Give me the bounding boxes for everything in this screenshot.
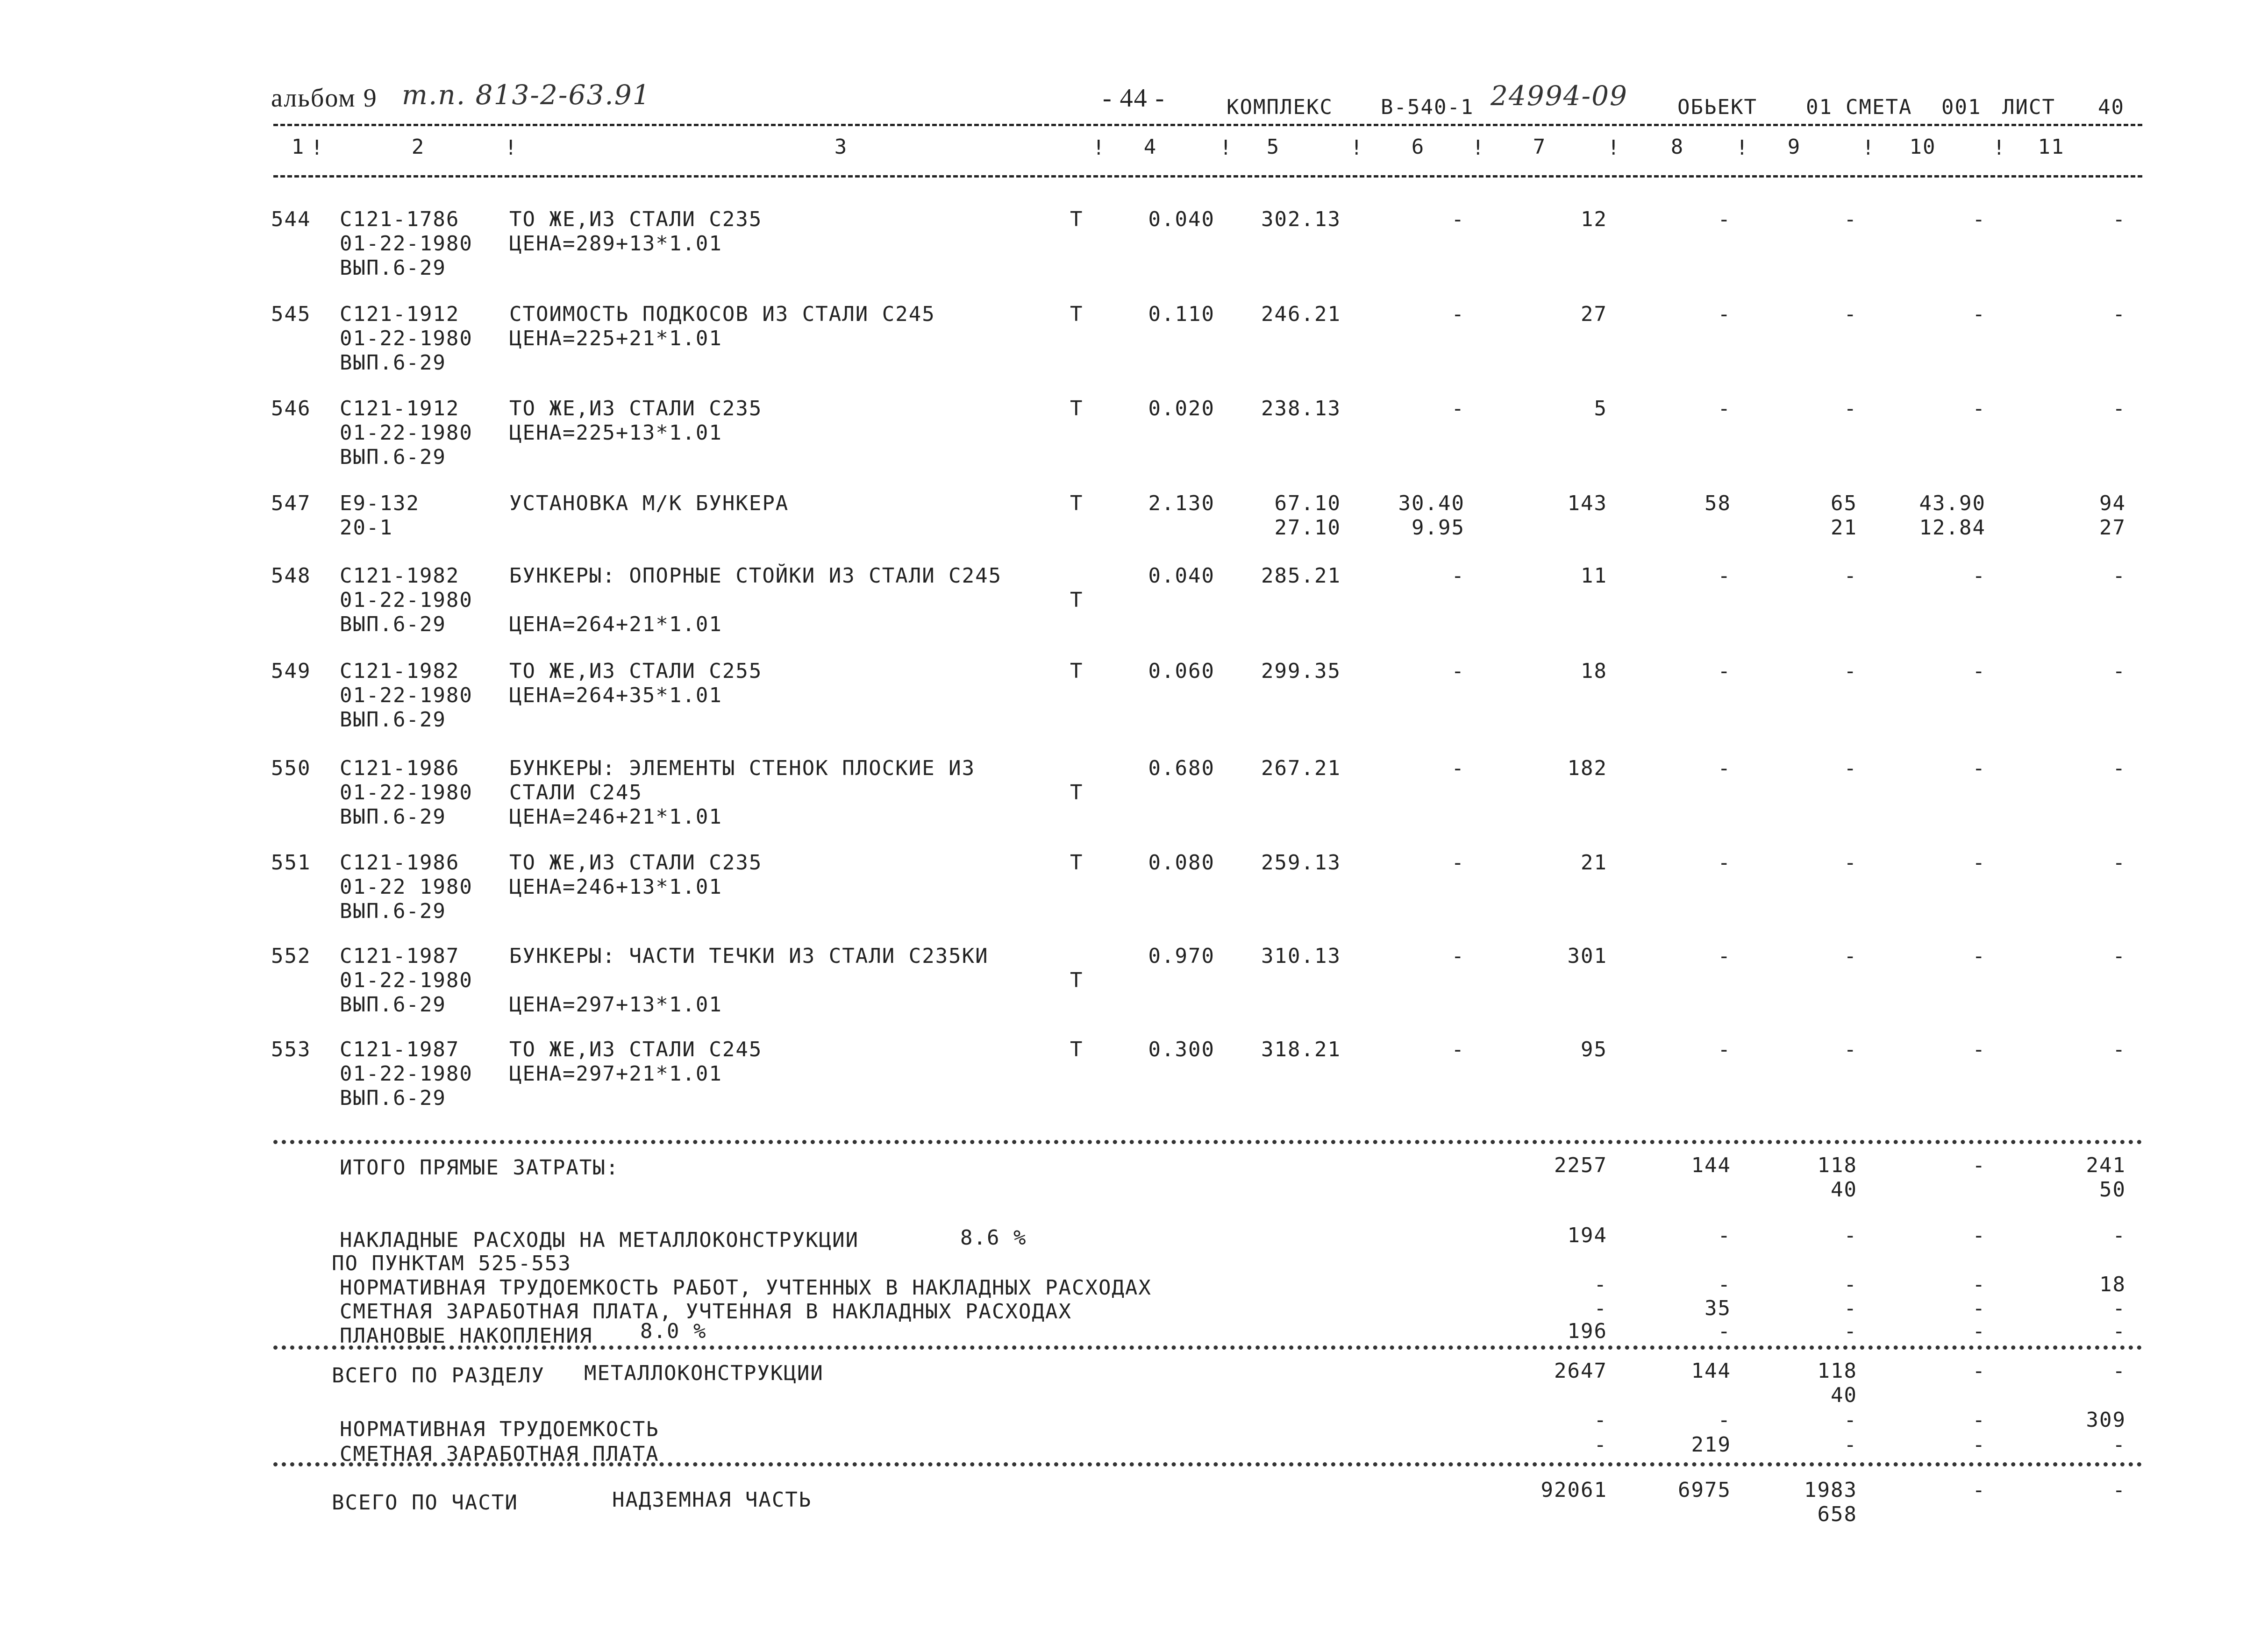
col8-value: - (1718, 1038, 1731, 1061)
rate-code: С121-1986 (340, 851, 460, 875)
quantity: 0.300 (1148, 1038, 1215, 1061)
work-description: ЦЕНА=297+21*1.01 (509, 1062, 722, 1086)
summary-c9: 658 (1817, 1502, 1857, 1526)
rate-code: С121-1982 (340, 659, 460, 683)
work-description: ЦЕНА=225+13*1.01 (509, 421, 722, 445)
col8-value: - (1718, 302, 1731, 326)
work-description: ЦЕНА=225+21*1.01 (509, 327, 722, 350)
part-total-name: НАДЗЕМНАЯ ЧАСТЬ (612, 1488, 812, 1512)
quantity: 0.060 (1148, 659, 1215, 683)
col10-value: - (1972, 207, 1986, 231)
col8-value: - (1718, 397, 1731, 420)
column-separator: ! (1472, 136, 1485, 160)
unit: Т (1070, 207, 1084, 231)
col6-value: - (1451, 851, 1465, 875)
page-number: - 44 - (1103, 84, 1165, 113)
summary-c7: 194 (1567, 1224, 1607, 1247)
col6-value: - (1451, 302, 1465, 326)
rate-code: С121-1786 (340, 207, 460, 231)
summary-c9: - (1844, 1433, 1857, 1457)
column-header-4: 4 (1143, 135, 1157, 159)
column-header-7: 7 (1533, 135, 1547, 159)
work-description: СТОИМОСТЬ ПОДКОСОВ ИЗ СТАЛИ С245 (509, 302, 935, 326)
object-number: 01 (1806, 95, 1833, 119)
column-header-9: 9 (1787, 135, 1801, 159)
col11-value: 27 (2099, 516, 2126, 540)
summary-c11: - (2112, 1319, 2126, 1343)
row-number: 553 (271, 1038, 311, 1061)
unit: Т (1070, 851, 1084, 875)
sheet-number: 40 (2098, 95, 2125, 119)
sheet-label: ЛИСТ (2002, 95, 2055, 119)
rate-code: 01-22-1980 (340, 1062, 473, 1086)
col10-value: 43.90 (1919, 491, 1986, 515)
summary-c8: 219 (1691, 1433, 1731, 1457)
unit-price: 310.13 (1261, 944, 1341, 968)
unit-price: 27.10 (1274, 516, 1341, 540)
unit: Т (1070, 781, 1084, 804)
quantity: 0.970 (1148, 944, 1215, 968)
column-separator: ! (1092, 136, 1106, 160)
estimate-label: СМЕТА (1846, 95, 1912, 119)
wage-overhead-label: СМЕТНАЯ ЗАРАБОТНАЯ ПЛАТА, УЧТЕННАЯ В НАКЛАДНЫХ РАСХОДАХ (340, 1300, 1072, 1324)
summary-c10: - (1972, 1478, 1986, 1502)
summary-c11: - (2112, 1359, 2126, 1383)
unit-price: 67.10 (1274, 491, 1341, 515)
unit: Т (1070, 397, 1084, 420)
unit-price: 302.13 (1261, 207, 1341, 231)
unit: Т (1070, 302, 1084, 326)
col9-value: - (1844, 397, 1857, 420)
quantity: 0.080 (1148, 851, 1215, 875)
overhead-rate: 8.6 % (960, 1226, 1027, 1250)
col9-value: - (1844, 851, 1857, 875)
summary-c11: - (2112, 1433, 2126, 1457)
summary-c10: - (1972, 1153, 1986, 1177)
complex-code: В-540-1 (1381, 95, 1474, 119)
col11-value: - (2112, 564, 2126, 588)
col9-value: - (1844, 659, 1857, 683)
planned-savings-label: ПЛАНОВЫЕ НАКОПЛЕНИЯ (340, 1324, 593, 1348)
col6-value: 9.95 (1412, 516, 1465, 540)
rate-code: 01-22 1980 (340, 875, 473, 899)
labor-norm-label: НОРМАТИВНАЯ ТРУДОЕМКОСТЬ (340, 1417, 659, 1441)
column-separator: ! (1220, 136, 1233, 160)
summary-c9: - (1844, 1224, 1857, 1247)
column-header-1: 1 (291, 135, 305, 159)
col11-value: - (2112, 207, 2126, 231)
quantity: 0.680 (1148, 756, 1215, 780)
col6-value: - (1451, 207, 1465, 231)
col7-cost: 12 (1581, 207, 1607, 231)
summary-c7: - (1594, 1433, 1607, 1457)
col9-value: - (1844, 207, 1857, 231)
col10-value: - (1972, 1038, 1986, 1061)
work-description: БУНКЕРЫ: ЧАСТИ ТЕЧКИ ИЗ СТАЛИ С235КИ (509, 944, 989, 968)
album-label: альбом 9 (271, 84, 378, 113)
column-header-6: 6 (1411, 135, 1425, 159)
col10-value: - (1972, 397, 1986, 420)
rate-code: 01-22-1980 (340, 327, 473, 350)
col9-value: - (1844, 944, 1857, 968)
col6-value: 30.40 (1398, 491, 1465, 515)
col7-cost: 21 (1581, 851, 1607, 875)
summary-c10: - (1972, 1319, 1986, 1343)
work-description: ТО ЖЕ,ИЗ СТАЛИ С235 (509, 397, 763, 420)
rate-code: С121-1982 (340, 564, 460, 588)
dotted-separator (273, 1462, 2142, 1466)
column-separator: ! (505, 136, 518, 160)
quantity: 0.040 (1148, 564, 1215, 588)
estimate-number: 001 (1941, 95, 1982, 119)
summary-c7: 2647 (1554, 1359, 1607, 1383)
work-description: ТО ЖЕ,ИЗ СТАЛИ С235 (509, 851, 763, 875)
summary-c11: - (2112, 1224, 2126, 1247)
unit: Т (1070, 491, 1084, 515)
rate-code: ВЫП.6-29 (340, 445, 446, 469)
work-description: ТО ЖЕ,ИЗ СТАЛИ С245 (509, 1038, 763, 1061)
quantity: 0.040 (1148, 207, 1215, 231)
col8-value: - (1718, 207, 1731, 231)
col10-value: - (1972, 851, 1986, 875)
row-number: 551 (271, 851, 311, 875)
col10-value: - (1972, 944, 1986, 968)
summary-c11: 18 (2099, 1273, 2126, 1296)
col11-value: - (2112, 397, 2126, 420)
work-description: ЦЕНА=246+21*1.01 (509, 805, 722, 829)
summary-c7: - (1594, 1273, 1607, 1296)
col11-value: - (2112, 944, 2126, 968)
summary-c9: 118 (1817, 1153, 1857, 1177)
rate-code: 01-22-1980 (340, 232, 473, 256)
col11-value: - (2112, 1038, 2126, 1061)
summary-c7: 2257 (1554, 1153, 1607, 1177)
col10-value: - (1972, 302, 1986, 326)
summary-c8: - (1718, 1273, 1731, 1296)
section-total-name: МЕТАЛЛОКОНСТРУКЦИИ (584, 1361, 824, 1385)
col9-value: - (1844, 756, 1857, 780)
column-separator: ! (1350, 136, 1364, 160)
work-description: СТАЛИ С245 (509, 781, 642, 804)
rate-code: ВЫП.6-29 (340, 805, 446, 829)
labor-overhead-label: НОРМАТИВНАЯ ТРУДОЕМКОСТЬ РАБОТ, УЧТЕННЫХ В НАКЛАДНЫХ РАСХОДАХ (340, 1276, 1152, 1300)
rate-code: С121-1987 (340, 944, 460, 968)
summary-c10: - (1972, 1408, 1986, 1432)
col7-cost: 18 (1581, 659, 1607, 683)
unit-price: 259.13 (1261, 851, 1341, 875)
work-description: БУНКЕРЫ: ЭЛЕМЕНТЫ СТЕНОК ПЛОСКИЕ ИЗ (509, 756, 976, 780)
summary-c11: 50 (2099, 1178, 2126, 1202)
col8-value: - (1718, 851, 1731, 875)
rate-code: 01-22-1980 (340, 421, 473, 445)
col8-value: - (1718, 564, 1731, 588)
rate-code: ВЫП.6-29 (340, 899, 446, 923)
rate-code: 01-22-1980 (340, 588, 473, 612)
summary-c8: 35 (1705, 1296, 1731, 1320)
column-header-5: 5 (1266, 135, 1280, 159)
work-description: ТО ЖЕ,ИЗ СТАЛИ С255 (509, 659, 763, 683)
rate-code: Е9-132 (340, 491, 420, 515)
row-number: 546 (271, 397, 311, 420)
summary-c9: 118 (1817, 1359, 1857, 1383)
col10-value: - (1972, 756, 1986, 780)
rate-code: 01-22-1980 (340, 968, 473, 992)
unit-price: 299.35 (1261, 659, 1341, 683)
quantity: 0.020 (1148, 397, 1215, 420)
items-range: ПО ПУНКТАМ 525-553 (332, 1252, 571, 1275)
column-separator: ! (1736, 136, 1749, 160)
summary-c8: 144 (1691, 1153, 1731, 1177)
column-separator: ! (1993, 136, 2006, 160)
col7-cost: 5 (1594, 397, 1607, 420)
project-number: т.п. 813-2-63.91 (402, 79, 651, 111)
quantity: 2.130 (1148, 491, 1215, 515)
header-rule-bottom (273, 175, 2142, 178)
part-total-label: ВСЕГО ПО ЧАСТИ (332, 1491, 518, 1515)
summary-c7: - (1594, 1296, 1607, 1320)
col7-cost: 95 (1581, 1038, 1607, 1061)
column-separator: ! (1607, 136, 1621, 160)
work-description: ЦЕНА=264+21*1.01 (509, 612, 722, 636)
column-separator: ! (311, 136, 324, 160)
summary-c10: - (1972, 1296, 1986, 1320)
overhead-label: НАКЛАДНЫЕ РАСХОДЫ НА МЕТАЛЛОКОНСТРУКЦИИ (340, 1228, 859, 1252)
row-number: 547 (271, 491, 311, 515)
complex-label: КОМПЛЕКС (1227, 95, 1333, 119)
col7-cost: 301 (1567, 944, 1607, 968)
planned-savings-rate: 8.0 % (640, 1319, 707, 1343)
column-header-11: 11 (2038, 135, 2065, 159)
unit: Т (1070, 659, 1084, 683)
unit-price: 318.21 (1261, 1038, 1341, 1061)
summary-c8: - (1718, 1319, 1731, 1343)
row-number: 550 (271, 756, 311, 780)
col6-value: - (1451, 756, 1465, 780)
rate-code: ВЫП.6-29 (340, 708, 446, 732)
col7-cost: 143 (1567, 491, 1607, 515)
quantity: 0.110 (1148, 302, 1215, 326)
rate-code: 01-22-1980 (340, 683, 473, 707)
rate-code: 01-22-1980 (340, 781, 473, 804)
row-number: 549 (271, 659, 311, 683)
summary-c10: - (1972, 1273, 1986, 1296)
column-header-2: 2 (411, 135, 425, 159)
col7-cost: 182 (1567, 756, 1607, 780)
summary-c11: 309 (2086, 1408, 2126, 1432)
wage-label: СМЕТНАЯ ЗАРАБОТНАЯ ПЛАТА (340, 1442, 659, 1466)
row-number: 544 (271, 207, 311, 231)
work-description: ЦЕНА=289+13*1.01 (509, 232, 722, 256)
unit-price: 238.13 (1261, 397, 1341, 420)
unit: Т (1070, 968, 1084, 992)
col11-value: 94 (2099, 491, 2126, 515)
summary-c10: - (1972, 1359, 1986, 1383)
header-rule-top (273, 124, 2142, 126)
direct-costs-label: ИТОГО ПРЯМЫЕ ЗАТРАТЫ: (340, 1156, 620, 1180)
work-description: ЦЕНА=246+13*1.01 (509, 875, 722, 899)
summary-c8: 144 (1691, 1359, 1731, 1383)
col6-value: - (1451, 1038, 1465, 1061)
work-description: ТО ЖЕ,ИЗ СТАЛИ С235 (509, 207, 763, 231)
section-total-label: ВСЕГО ПО РАЗДЕЛУ (332, 1364, 545, 1388)
rate-code: 20-1 (340, 516, 393, 540)
work-description: БУНКЕРЫ: ОПОРНЫЕ СТОЙКИ ИЗ СТАЛИ С245 (509, 564, 1002, 588)
unit: Т (1070, 588, 1084, 612)
col11-value: - (2112, 659, 2126, 683)
column-header-3: 3 (834, 135, 848, 159)
summary-c7: 196 (1567, 1319, 1607, 1343)
rate-code: С121-1986 (340, 756, 460, 780)
column-header-10: 10 (1909, 135, 1936, 159)
summary-c8: 6975 (1678, 1478, 1731, 1502)
complex-handwritten: 24994-09 (1491, 80, 1628, 112)
rate-code: ВЫП.6-29 (340, 256, 446, 280)
unit: Т (1070, 1038, 1084, 1061)
summary-c11: - (2112, 1296, 2126, 1320)
summary-c11: - (2112, 1478, 2126, 1502)
rate-code: С121-1987 (340, 1038, 460, 1061)
row-number: 545 (271, 302, 311, 326)
summary-c9: 40 (1831, 1178, 1857, 1202)
dotted-separator (273, 1140, 2142, 1144)
col8-value: - (1718, 944, 1731, 968)
rate-code: ВЫП.6-29 (340, 993, 446, 1017)
summary-c8: - (1718, 1224, 1731, 1247)
col6-value: - (1451, 564, 1465, 588)
object-label: ОБЬЕКТ (1677, 95, 1757, 119)
rate-code: ВЫП.6-29 (340, 351, 446, 375)
column-header-8: 8 (1670, 135, 1684, 159)
rate-code: С121-1912 (340, 397, 460, 420)
rate-code: ВЫП.6-29 (340, 1086, 446, 1110)
summary-c11: 241 (2086, 1153, 2126, 1177)
unit-price: 285.21 (1261, 564, 1341, 588)
unit-price: 246.21 (1261, 302, 1341, 326)
col9-value: 65 (1831, 491, 1857, 515)
summary-c9: - (1844, 1408, 1857, 1432)
col9-value: - (1844, 1038, 1857, 1061)
rate-code: ВЫП.6-29 (340, 612, 446, 636)
summary-c9: 1983 (1804, 1478, 1857, 1502)
col11-value: - (2112, 302, 2126, 326)
col10-value: - (1972, 659, 1986, 683)
col10-value: 12.84 (1919, 516, 1986, 540)
col9-value: - (1844, 302, 1857, 326)
rate-code: С121-1912 (340, 302, 460, 326)
summary-c9: 40 (1831, 1383, 1857, 1407)
col8-value: - (1718, 659, 1731, 683)
work-description: ЦЕНА=297+13*1.01 (509, 993, 722, 1017)
dotted-separator (273, 1345, 2142, 1350)
summary-c9: - (1844, 1319, 1857, 1343)
col6-value: - (1451, 944, 1465, 968)
col6-value: - (1451, 659, 1465, 683)
row-number: 548 (271, 564, 311, 588)
summary-c9: - (1844, 1296, 1857, 1320)
summary-c10: - (1972, 1433, 1986, 1457)
col7-cost: 11 (1581, 564, 1607, 588)
work-description: ЦЕНА=264+35*1.01 (509, 683, 722, 707)
summary-c10: - (1972, 1224, 1986, 1247)
col11-value: - (2112, 851, 2126, 875)
col8-value: - (1718, 756, 1731, 780)
col8-value: 58 (1705, 491, 1731, 515)
col6-value: - (1451, 397, 1465, 420)
summary-c7: - (1594, 1408, 1607, 1432)
col7-cost: 27 (1581, 302, 1607, 326)
col9-value: - (1844, 564, 1857, 588)
summary-c7: 92061 (1541, 1478, 1607, 1502)
col10-value: - (1972, 564, 1986, 588)
col9-value: 21 (1831, 516, 1857, 540)
row-number: 552 (271, 944, 311, 968)
summary-c9: - (1844, 1273, 1857, 1296)
unit-price: 267.21 (1261, 756, 1341, 780)
col11-value: - (2112, 756, 2126, 780)
work-description: УСТАНОВКА М/К БУНКЕРА (509, 491, 789, 515)
summary-c8: - (1718, 1408, 1731, 1432)
column-separator: ! (1862, 136, 1876, 160)
